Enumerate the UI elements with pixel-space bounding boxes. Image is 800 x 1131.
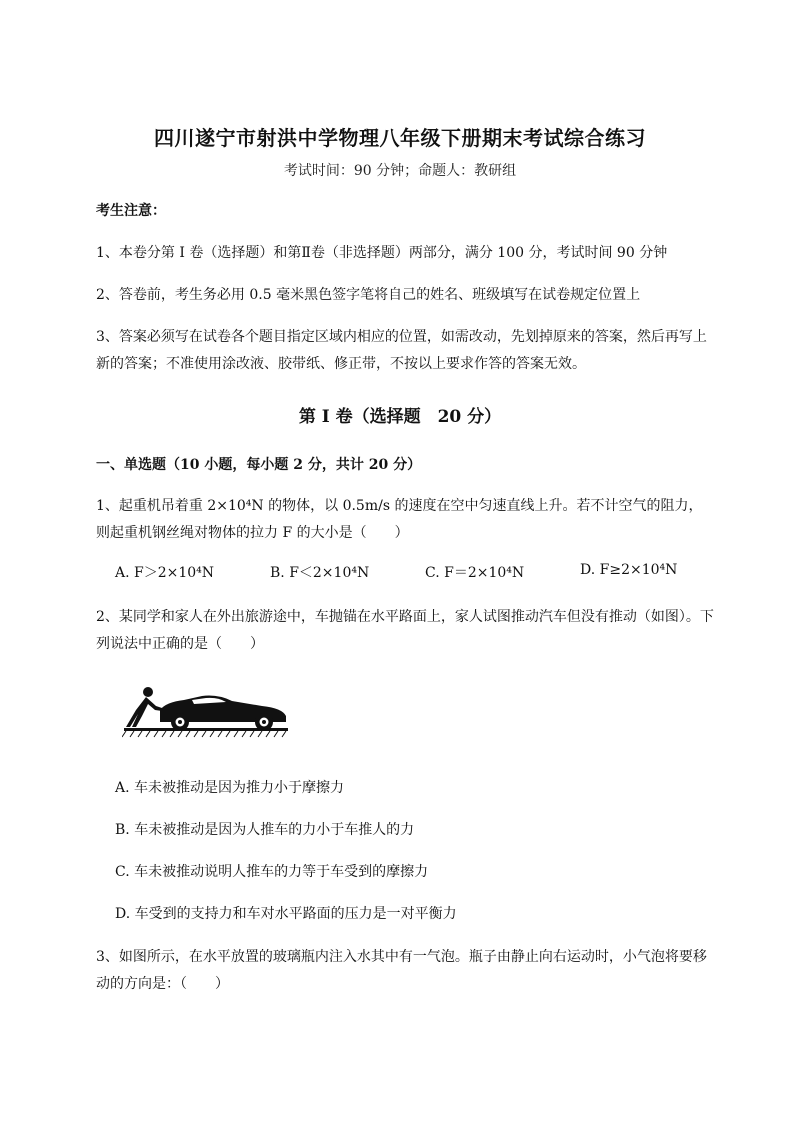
option-b: B. 车未被推动是因为人推车的力小于车推人的力 (115, 822, 415, 838)
question-2-stem: 2、某同学和家人在外出旅游途中，车抛锚在水平路面上，家人试图推动汽车但没有推动（如图）。下列说法中正确的是（ ） (96, 609, 714, 652)
notice-item: 1、本卷分第 I 卷（选择题）和第Ⅱ卷（非选择题）两部分，满分 100 分，考试时间 90 分钟 (96, 245, 668, 261)
section-title: 第 I 卷（选择题 20 分） (298, 407, 502, 427)
option-d: D. F≥2×10⁴N (580, 562, 678, 578)
part-heading: 一、单选题（10 小题，每小题 2 分，共计 20 分） (96, 457, 422, 473)
notice-item: 3、答案必须写在试卷各个题目指定区域内相应的位置，如需改动，先划掉原来的答案，然后再写上新的答案；不准使用涂改液、胶带纸、修正带，不按以上要求作答的答案无效。 (96, 329, 707, 372)
notice-item: 2、答卷前，考生务必用 0.5 毫米黑色签字笔将自己的姓名、班级填写在试卷规定位置上 (96, 287, 641, 303)
person-pushing-car-figure (122, 684, 290, 740)
question-3-stem: 3、如图所示，在水平放置的玻璃瓶内注入水其中有一气泡。瓶子由静止向右运动时，小气泡将要移动的方向是：（ ） (96, 949, 707, 992)
option-a: A. 车未被推动是因为推力小于摩擦力 (115, 780, 345, 796)
option-c: C. F＝2×10⁴N (425, 565, 525, 581)
option-b: B. F＜2×10⁴N (270, 565, 370, 581)
exam-info: 考试时间：90 分钟；命题人：教研组 (283, 163, 517, 179)
notice-heading: 考生注意： (96, 203, 166, 219)
option-a: A. F＞2×10⁴N (115, 565, 215, 581)
option-d: D. 车受到的支持力和车对水平路面的压力是一对平衡力 (115, 906, 457, 922)
option-c: C. 车未被推动说明人推车的力等于车受到的摩擦力 (115, 864, 429, 880)
question-1-stem: 1、起重机吊着重 2×10⁴N 的物体，以 0.5m/s 的速度在空中匀速直线上升。若不计空气的阻力，则起重机钢丝绳对物体的拉力 F 的大小是（ ） (96, 498, 703, 541)
page-title: 四川遂宁市射洪中学物理八年级下册期末考试综合练习 (154, 126, 646, 150)
